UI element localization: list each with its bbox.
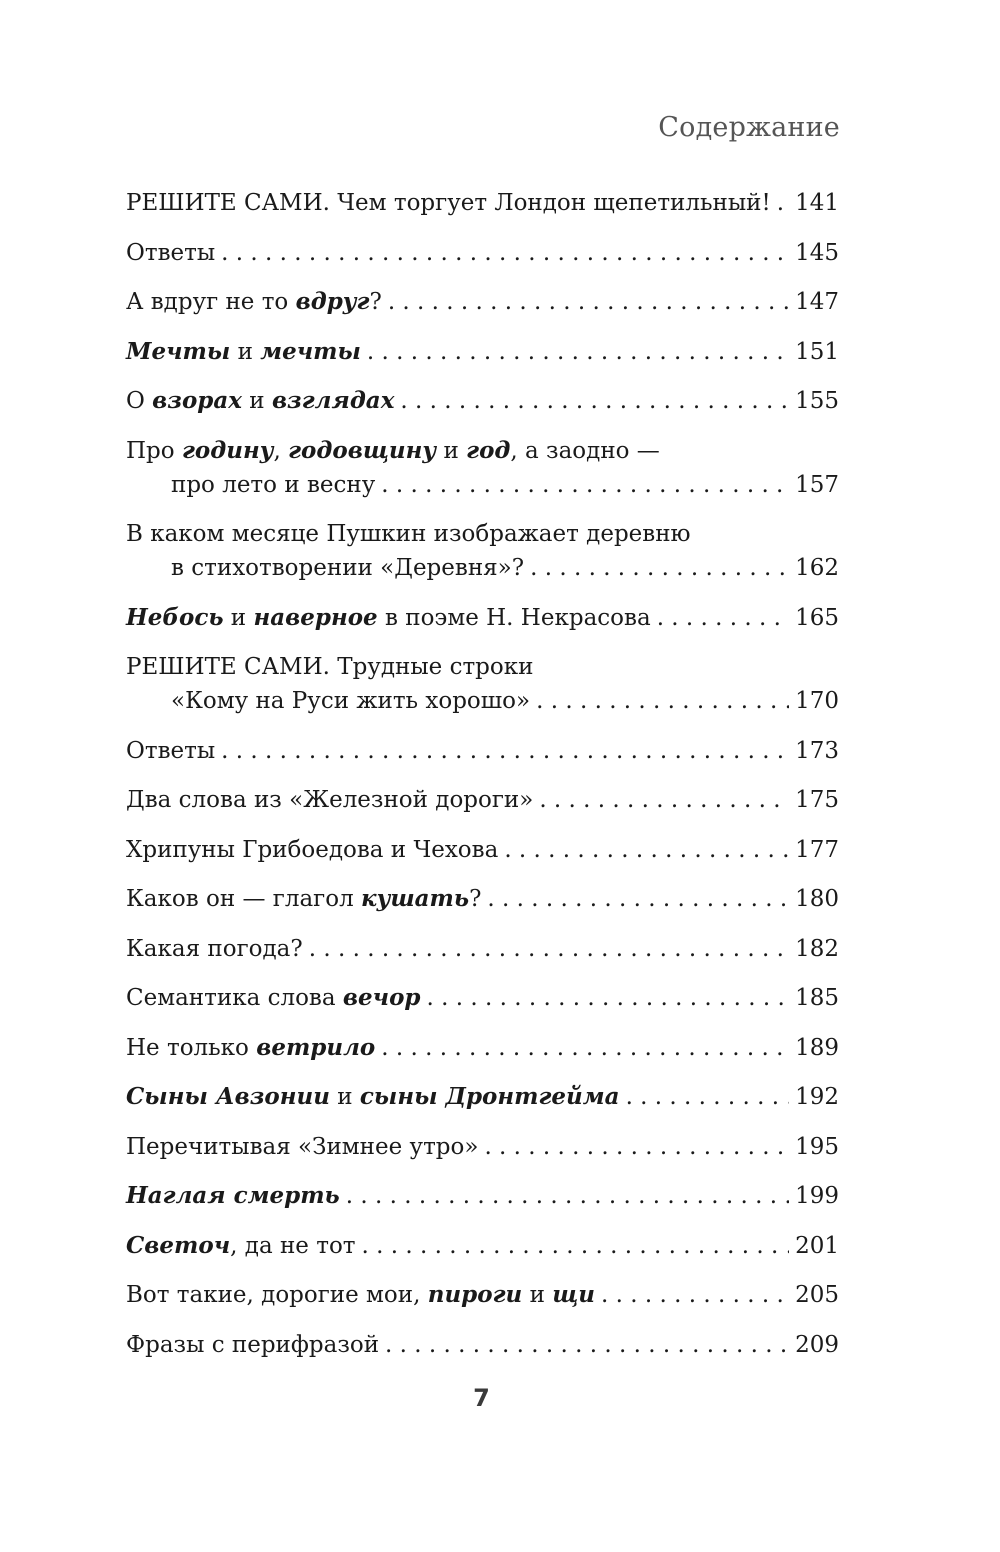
toc-entry <box>126 650 839 718</box>
emphasized-term: взглядах <box>271 387 395 414</box>
emphasized-term: пироги <box>427 1281 523 1308</box>
toc-entry-title <box>126 384 394 418</box>
toc-entry <box>126 882 839 916</box>
emphasized-term: ветрило <box>256 1033 376 1061</box>
toc-entry <box>126 517 839 585</box>
toc-entry <box>126 434 839 502</box>
toc-entry-title <box>126 783 533 817</box>
toc-entry-title <box>126 882 481 916</box>
emphasized-term: Мечты <box>126 337 231 365</box>
toc-entry-title <box>126 1080 620 1114</box>
dot-leader <box>657 601 789 635</box>
toc-entry-line <box>126 601 839 635</box>
toc-entry-title <box>171 551 524 585</box>
toc-entry-page-number: 155 <box>795 388 839 414</box>
title-text: и <box>230 338 261 365</box>
emphasized-term: взорах <box>152 387 242 414</box>
dot-leader <box>388 285 789 319</box>
toc-entry-line <box>126 1278 839 1312</box>
toc-entry-line <box>126 517 839 551</box>
toc-entry <box>126 285 839 319</box>
toc-entry <box>126 932 839 966</box>
emphasized-term: Наглая смерть <box>126 1182 340 1209</box>
title-text: Перечитывая «Зимнее утро» <box>126 1133 479 1160</box>
toc-entry-line <box>126 981 839 1015</box>
title-text: РЕШИТЕ САМИ. Чем торгует Лондон щепетильный! <box>126 190 771 216</box>
toc-entry-line <box>126 932 839 966</box>
toc-entry <box>126 1080 839 1114</box>
toc-entry-title <box>126 981 421 1015</box>
toc-entry-page-number: 192 <box>795 1084 839 1110</box>
emphasized-term: кушать <box>361 885 470 912</box>
title-text: и <box>522 1282 553 1308</box>
title-text: Фразы с перифразой <box>126 1331 380 1358</box>
dot-leader <box>484 1130 789 1164</box>
toc-entry-continuation-line <box>126 684 839 718</box>
dot-leader <box>487 882 789 916</box>
emphasized-term: вечор <box>342 984 421 1011</box>
toc-entry-page-number: 145 <box>795 239 839 266</box>
title-text: в стихотворении «Деревня»? <box>171 555 525 581</box>
toc-entry-page-number: 205 <box>795 1282 839 1308</box>
emphasized-term: Небось <box>126 603 224 631</box>
title-text: Хрипуны Грибоедова и Чехова <box>126 836 499 863</box>
toc-entry-title <box>126 1328 379 1362</box>
dot-leader <box>221 236 789 270</box>
dot-leader <box>381 468 789 502</box>
title-text: и <box>223 604 254 631</box>
title-text: О <box>126 388 153 414</box>
title-text: и <box>436 437 467 464</box>
toc-entry-title <box>126 1278 595 1312</box>
emphasized-term: наверное <box>253 603 378 631</box>
toc-entry-page-number: 175 <box>795 787 839 813</box>
dot-leader <box>626 1080 790 1114</box>
title-text: В каком месяце Пушкин изображает деревню <box>126 521 691 547</box>
toc-entry-continuation-line <box>126 468 839 502</box>
title-text: Семантика слова <box>126 985 343 1011</box>
toc-entry <box>126 1278 839 1312</box>
toc-entry-line <box>126 783 839 817</box>
toc-entry <box>126 236 839 270</box>
toc-entry-title <box>126 285 382 319</box>
toc-entry-line <box>126 384 839 418</box>
dot-leader <box>530 551 789 585</box>
title-text: Какая погода? <box>126 935 303 962</box>
table-of-contents <box>126 186 839 1377</box>
toc-entry-line <box>126 186 839 220</box>
toc-entry-page-number: 173 <box>795 737 839 764</box>
emphasized-term: вдруг <box>295 288 370 315</box>
dot-leader <box>427 981 790 1015</box>
toc-entry-title <box>171 468 375 502</box>
dot-leader <box>777 186 789 220</box>
toc-entry <box>126 1229 839 1263</box>
emphasized-term: год <box>466 436 511 464</box>
toc-entry-title <box>126 1179 340 1213</box>
toc-entry-line <box>126 335 839 369</box>
toc-entry-line <box>126 434 839 468</box>
dot-leader <box>601 1278 789 1312</box>
toc-entry <box>126 335 839 369</box>
toc-entry-title <box>126 601 651 635</box>
toc-entry <box>126 601 839 635</box>
title-text: Вот такие, дорогие мои, <box>126 1282 428 1308</box>
toc-entry <box>126 981 839 1015</box>
dot-leader <box>367 335 789 369</box>
toc-entry-line <box>126 833 839 867</box>
title-text: про лето и весну <box>171 471 376 498</box>
dot-leader <box>385 1328 789 1362</box>
dot-leader <box>309 932 789 966</box>
toc-entry-page-number: 185 <box>795 985 839 1011</box>
toc-entry-page-number: 189 <box>795 1034 839 1061</box>
toc-entry-line <box>126 1031 839 1065</box>
title-text: «Кому на Руси жить хорошо» <box>171 688 531 714</box>
toc-entry-line <box>126 1229 839 1263</box>
emphasized-term: Светоч <box>126 1231 231 1259</box>
toc-entry <box>126 734 839 768</box>
toc-entry-page-number: 201 <box>795 1232 839 1259</box>
toc-entry-line <box>126 285 839 319</box>
title-text: Про <box>126 437 182 464</box>
title-text: Ответы <box>126 239 216 266</box>
toc-entry <box>126 384 839 418</box>
toc-entry-line <box>126 1080 839 1114</box>
title-text: А вдруг не то <box>126 289 296 315</box>
title-text: и <box>329 1084 360 1110</box>
toc-entry-page-number: 147 <box>795 289 839 315</box>
emphasized-term: сыны Дронтгейма <box>359 1083 620 1110</box>
toc-entry-page-number: 170 <box>795 688 839 714</box>
toc-entry-line <box>126 1130 839 1164</box>
title-text: , <box>273 437 289 464</box>
toc-entry-page-number: 165 <box>795 604 839 631</box>
toc-entry-page-number: 162 <box>795 555 839 581</box>
title-text: ? <box>369 289 382 315</box>
toc-entry <box>126 1328 839 1362</box>
emphasized-term: Сыны Авзонии <box>126 1083 330 1110</box>
toc-entry-page-number: 209 <box>795 1331 839 1358</box>
title-text: и <box>242 388 272 414</box>
toc-entry-page-number: 199 <box>795 1183 839 1209</box>
toc-entry-title <box>171 684 530 718</box>
toc-entry-line <box>126 882 839 916</box>
dot-leader <box>504 833 789 867</box>
title-text: , да не тот <box>230 1232 356 1259</box>
toc-entry-line <box>126 734 839 768</box>
toc-entry <box>126 1031 839 1065</box>
emphasized-term: годовщину <box>288 436 437 464</box>
toc-entry-continuation-line <box>126 551 839 585</box>
dot-leader <box>400 384 789 418</box>
title-text: РЕШИТЕ САМИ. Трудные строки <box>126 654 534 680</box>
toc-entry-line <box>126 650 839 684</box>
toc-entry-title <box>126 833 498 867</box>
emphasized-term: щи <box>552 1281 596 1308</box>
toc-entry <box>126 186 839 220</box>
toc-entry-title <box>126 236 215 270</box>
toc-entry-title <box>126 434 660 468</box>
toc-entry-title <box>126 650 533 684</box>
toc-entry-title <box>126 186 771 220</box>
toc-entry <box>126 1130 839 1164</box>
toc-entry-page-number: 180 <box>795 886 839 912</box>
toc-entry-page-number: 157 <box>795 471 839 498</box>
toc-entry-page-number: 141 <box>795 190 839 216</box>
toc-entry-title <box>126 335 361 369</box>
toc-entry-page-number: 195 <box>795 1133 839 1160</box>
toc-entry-title <box>126 1130 478 1164</box>
title-text: , а заодно — <box>510 437 660 464</box>
toc-entry-line <box>126 1328 839 1362</box>
toc-entry <box>126 1179 839 1213</box>
emphasized-term: мечты <box>260 337 361 365</box>
dot-leader <box>221 734 789 768</box>
title-text: Каков он — глагол <box>126 886 361 912</box>
toc-entry-title <box>126 517 691 551</box>
toc-entry-page-number: 182 <box>795 935 839 962</box>
toc-entry <box>126 833 839 867</box>
toc-entry-line <box>126 236 839 270</box>
toc-entry <box>126 783 839 817</box>
toc-entry-title <box>126 1229 356 1263</box>
toc-entry-page-number: 177 <box>795 836 839 863</box>
toc-entry-line <box>126 1179 839 1213</box>
dot-leader <box>362 1229 790 1263</box>
dot-leader <box>539 783 789 817</box>
page-number: 7 <box>473 1384 490 1412</box>
toc-entry-title <box>126 1031 375 1065</box>
running-head: Содержание <box>658 112 840 143</box>
title-text: Два слова из «Железной дороги» <box>126 787 534 813</box>
toc-entry-title <box>126 734 215 768</box>
emphasized-term: годину <box>181 436 274 464</box>
dot-leader <box>381 1031 789 1065</box>
title-text: в поэме Н. Некрасова <box>377 604 651 631</box>
dot-leader <box>536 684 789 718</box>
dot-leader <box>346 1179 789 1213</box>
title-text: Не только <box>126 1034 257 1061</box>
toc-entry-title <box>126 932 303 966</box>
title-text: ? <box>469 886 482 912</box>
toc-entry-page-number: 151 <box>795 338 839 365</box>
title-text: Ответы <box>126 737 216 764</box>
